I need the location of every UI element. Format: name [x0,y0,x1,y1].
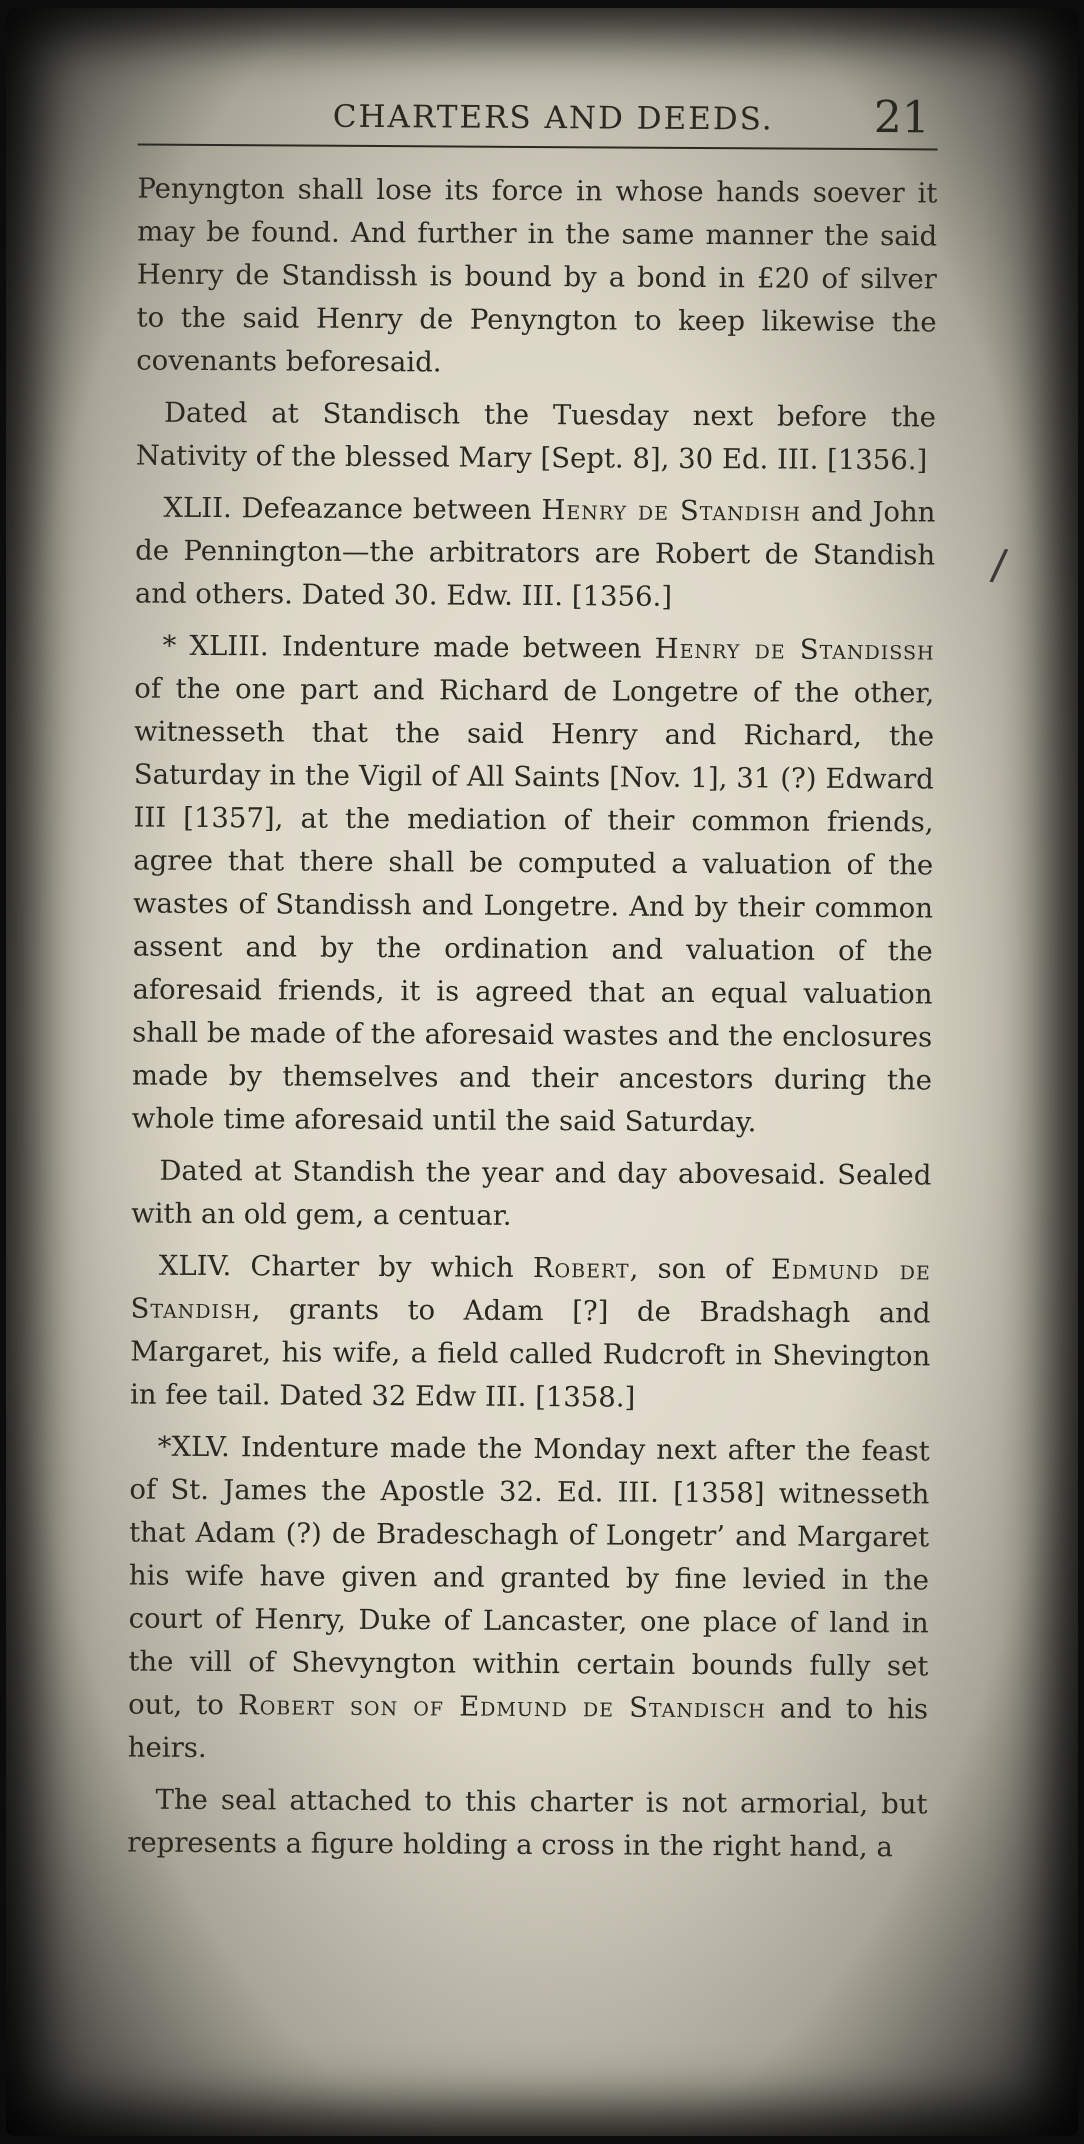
party-name: Edmund de Standish [130,1253,931,1326]
paragraph-text: Dated at Standish the year and day abovesaid. Sealed with an old gem, a centuar. [131,1154,932,1232]
party-name: Robert [532,1251,630,1285]
margin-mark: / [988,539,1010,590]
paragraph-text: and to his heirs. [127,1692,929,1765]
paragraph-dated-1356 [136,392,937,483]
book-page [126,88,938,2083]
paragraph-text: Dated at Standisch the Tuesday next before the Nativity of the blessed Mary [Sept. 8], 30 Ed. III. [1356.] [135,396,937,477]
paragraph-text: of the one part and Richard de Longetre of the other, witnesseth that the said Henry and Richard, the Saturday in the Vigil of All Saints [Nov. 1], 31 (?) Edward III [1357], at the mediation of their common friends, agree that there shall be computed a valuation of the wastes of Standissh and Longetre. And by their common assent and by the ordination and valuation of the aforesaid friends, it is agreed that an equal valuation shall be made of the aforesaid wastes and the enclosures made by themselves and their ancestors during the whole time aforesaid until the said Saturday. [131,672,935,1139]
page-number: 21 [873,92,930,144]
paragraph-text: , son of [629,1252,772,1286]
paragraph-text: and John de Pennington—the arbitrators are Robert de Standish and others. Dated 30. Edw. III. [1356.] [134,495,936,613]
paragraph-text: Penyngton shall lose its force in whose hands soever it may be found. And further in the same manner the said Henry de Standissh is bound by a bond in £20 of silver to the said Henry de Penyngton to keep likewise the covenants beforesaid. [136,172,938,379]
running-head [138,88,938,151]
paragraph-text: , grants to Adam [?] de Bradshagh and Margaret, his wife, a field called Rudcroft in Shevington in fee tail. Dated 32 Edw III. [1358.] [129,1293,931,1414]
paragraph-seal [127,1779,928,1870]
party-name: Robert son of Edmund de Standisch [237,1689,766,1725]
paragraph-xliv [130,1245,931,1422]
paragraph-xliii [132,625,935,1146]
running-title: CHARTERS AND DEEDS. [332,98,774,138]
paragraph-text: * XLIII. Indenture made between [162,629,655,665]
party-name: Henry de Standissh [654,632,935,667]
party-name: Henry de Standish [541,494,802,528]
paragraph-text: XLII. Defeazance between [163,491,542,527]
paragraph-covenant-end [136,168,937,388]
paragraph-text: The seal attached to this charter is not armorial, but represents a figure holding a cross in the right hand, a [127,1783,928,1864]
body-text [127,168,937,1870]
paragraph-xlv [128,1426,930,1775]
paragraph-xlii [135,487,936,621]
paragraph-dated-standish [131,1150,932,1241]
paragraph-text: XLIV. Charter by which [158,1249,533,1284]
paragraph-text: *XLV. Indenture made the Monday next after the feast of St. James the Apostle 32. Ed. III. [1358] witnesseth that Adam (?) de Bradeschagh of Longetr’ and Margaret his wife have given and granted by fine levied in the court of Henry, Duke of Lancaster, one place of land in the vill of Shevyngton within certain bounds fully set out, to [128,1430,930,1722]
